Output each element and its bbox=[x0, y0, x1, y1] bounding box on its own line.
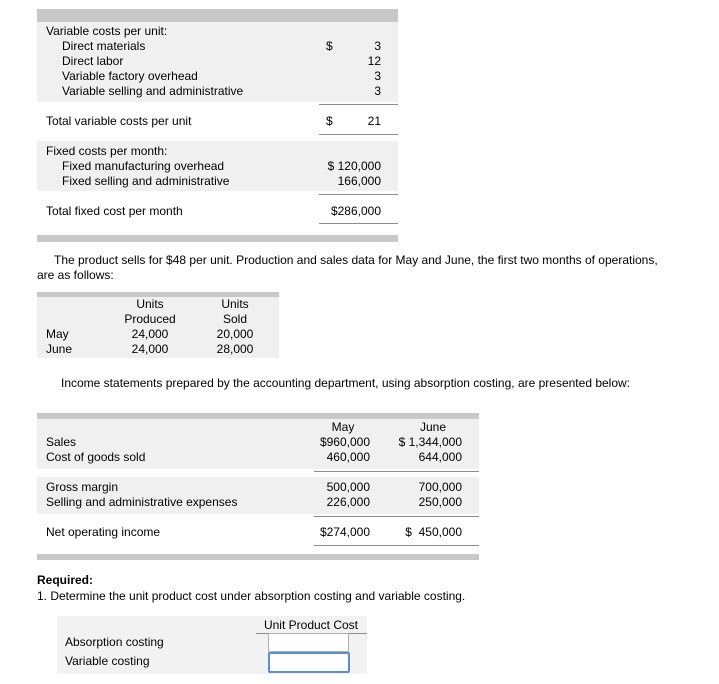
sales-label: Sales bbox=[46, 435, 77, 449]
intro-paragraph: The product sells for $48 per unit. Production and sales data for May and June, the first two months of operations, are as follows: bbox=[37, 253, 658, 282]
gross-margin-label: Gross margin bbox=[46, 480, 119, 494]
may-sold: 20,000 bbox=[216, 327, 254, 341]
direct-materials-value: 3 bbox=[374, 39, 381, 53]
gross-margin-june: 700,000 bbox=[418, 480, 462, 494]
variable-selling-admin-label: Variable selling and administrative bbox=[62, 84, 244, 98]
june-column-header: June bbox=[419, 420, 447, 434]
may-produced: 24,000 bbox=[131, 327, 169, 341]
gross-margin-may: 500,000 bbox=[326, 480, 370, 494]
cogs-may: 460,000 bbox=[326, 450, 370, 464]
total-rule bbox=[319, 134, 398, 135]
variable-costs-heading: Variable costs per unit: bbox=[46, 24, 168, 38]
direct-labor-value: 12 bbox=[367, 54, 381, 68]
absorption-costing-input[interactable] bbox=[268, 633, 349, 652]
total-variable-currency: $ bbox=[326, 114, 333, 128]
total-variable-value: 21 bbox=[367, 114, 381, 128]
direct-labor-label: Direct labor bbox=[62, 54, 124, 68]
june-label: June bbox=[46, 342, 73, 356]
sales-june: $ 1,344,000 bbox=[398, 435, 462, 449]
fixed-mfg-overhead-value: $ 120,000 bbox=[327, 159, 381, 173]
unit-product-cost-header: Unit Product Cost bbox=[263, 618, 359, 632]
variable-costing-label: Variable costing bbox=[65, 654, 150, 668]
net-income-may: $274,000 bbox=[319, 525, 370, 539]
fixed-selling-admin-value: 166,000 bbox=[337, 174, 381, 188]
direct-materials-label: Direct materials bbox=[62, 39, 146, 53]
table-top-band bbox=[37, 9, 398, 22]
fixed-mfg-overhead-label: Fixed manufacturing overhead bbox=[62, 159, 225, 173]
net-income-june: $ 450,000 bbox=[405, 525, 462, 539]
fixed-subtotal-rule bbox=[319, 194, 398, 195]
cogs-label: Cost of goods sold bbox=[46, 450, 146, 464]
units-produced-header-2: Produced bbox=[124, 312, 176, 326]
absorption-costing-label: Absorption costing bbox=[65, 635, 164, 649]
fixed-selling-admin-label: Fixed selling and administrative bbox=[62, 174, 230, 188]
units-sold-header-2: Sold bbox=[222, 312, 248, 326]
variable-factory-overhead-label: Variable factory overhead bbox=[62, 69, 198, 83]
cogs-june: 644,000 bbox=[418, 450, 462, 464]
subtotal-rule bbox=[319, 104, 398, 105]
total-fixed-label: Total fixed cost per month bbox=[46, 204, 183, 218]
table-bottom-band bbox=[37, 235, 398, 242]
june-sold: 28,000 bbox=[216, 342, 254, 356]
selling-admin-june: 250,000 bbox=[418, 495, 462, 509]
sales-may: $960,000 bbox=[319, 435, 370, 449]
total-fixed-value: $286,000 bbox=[330, 204, 381, 218]
variable-costing-input[interactable] bbox=[268, 652, 350, 673]
fixed-total-rule bbox=[319, 223, 398, 224]
june-produced: 24,000 bbox=[131, 342, 169, 356]
required-heading: Required: bbox=[37, 573, 94, 587]
variable-factory-overhead-value: 3 bbox=[374, 69, 381, 83]
income-intro-paragraph: Income statements prepared by the accounting department, using absorption costing, are presented below: bbox=[61, 376, 631, 390]
may-label: May bbox=[46, 327, 69, 341]
units-produced-header-1: Units bbox=[136, 297, 164, 311]
net-income-label: Net operating income bbox=[46, 525, 161, 539]
required-question: 1. Determine the unit product cost under absorption costing and variable costing. bbox=[37, 589, 466, 603]
selling-admin-label: Selling and administrative expenses bbox=[46, 495, 238, 509]
direct-materials-currency: $ bbox=[326, 39, 333, 53]
total-variable-label: Total variable costs per unit bbox=[46, 114, 192, 128]
fixed-costs-heading: Fixed costs per month: bbox=[46, 144, 168, 158]
variable-selling-admin-value: 3 bbox=[374, 84, 381, 98]
selling-admin-may: 226,000 bbox=[326, 495, 370, 509]
units-sold-header-1: Units bbox=[221, 297, 249, 311]
may-column-header: May bbox=[331, 420, 355, 434]
